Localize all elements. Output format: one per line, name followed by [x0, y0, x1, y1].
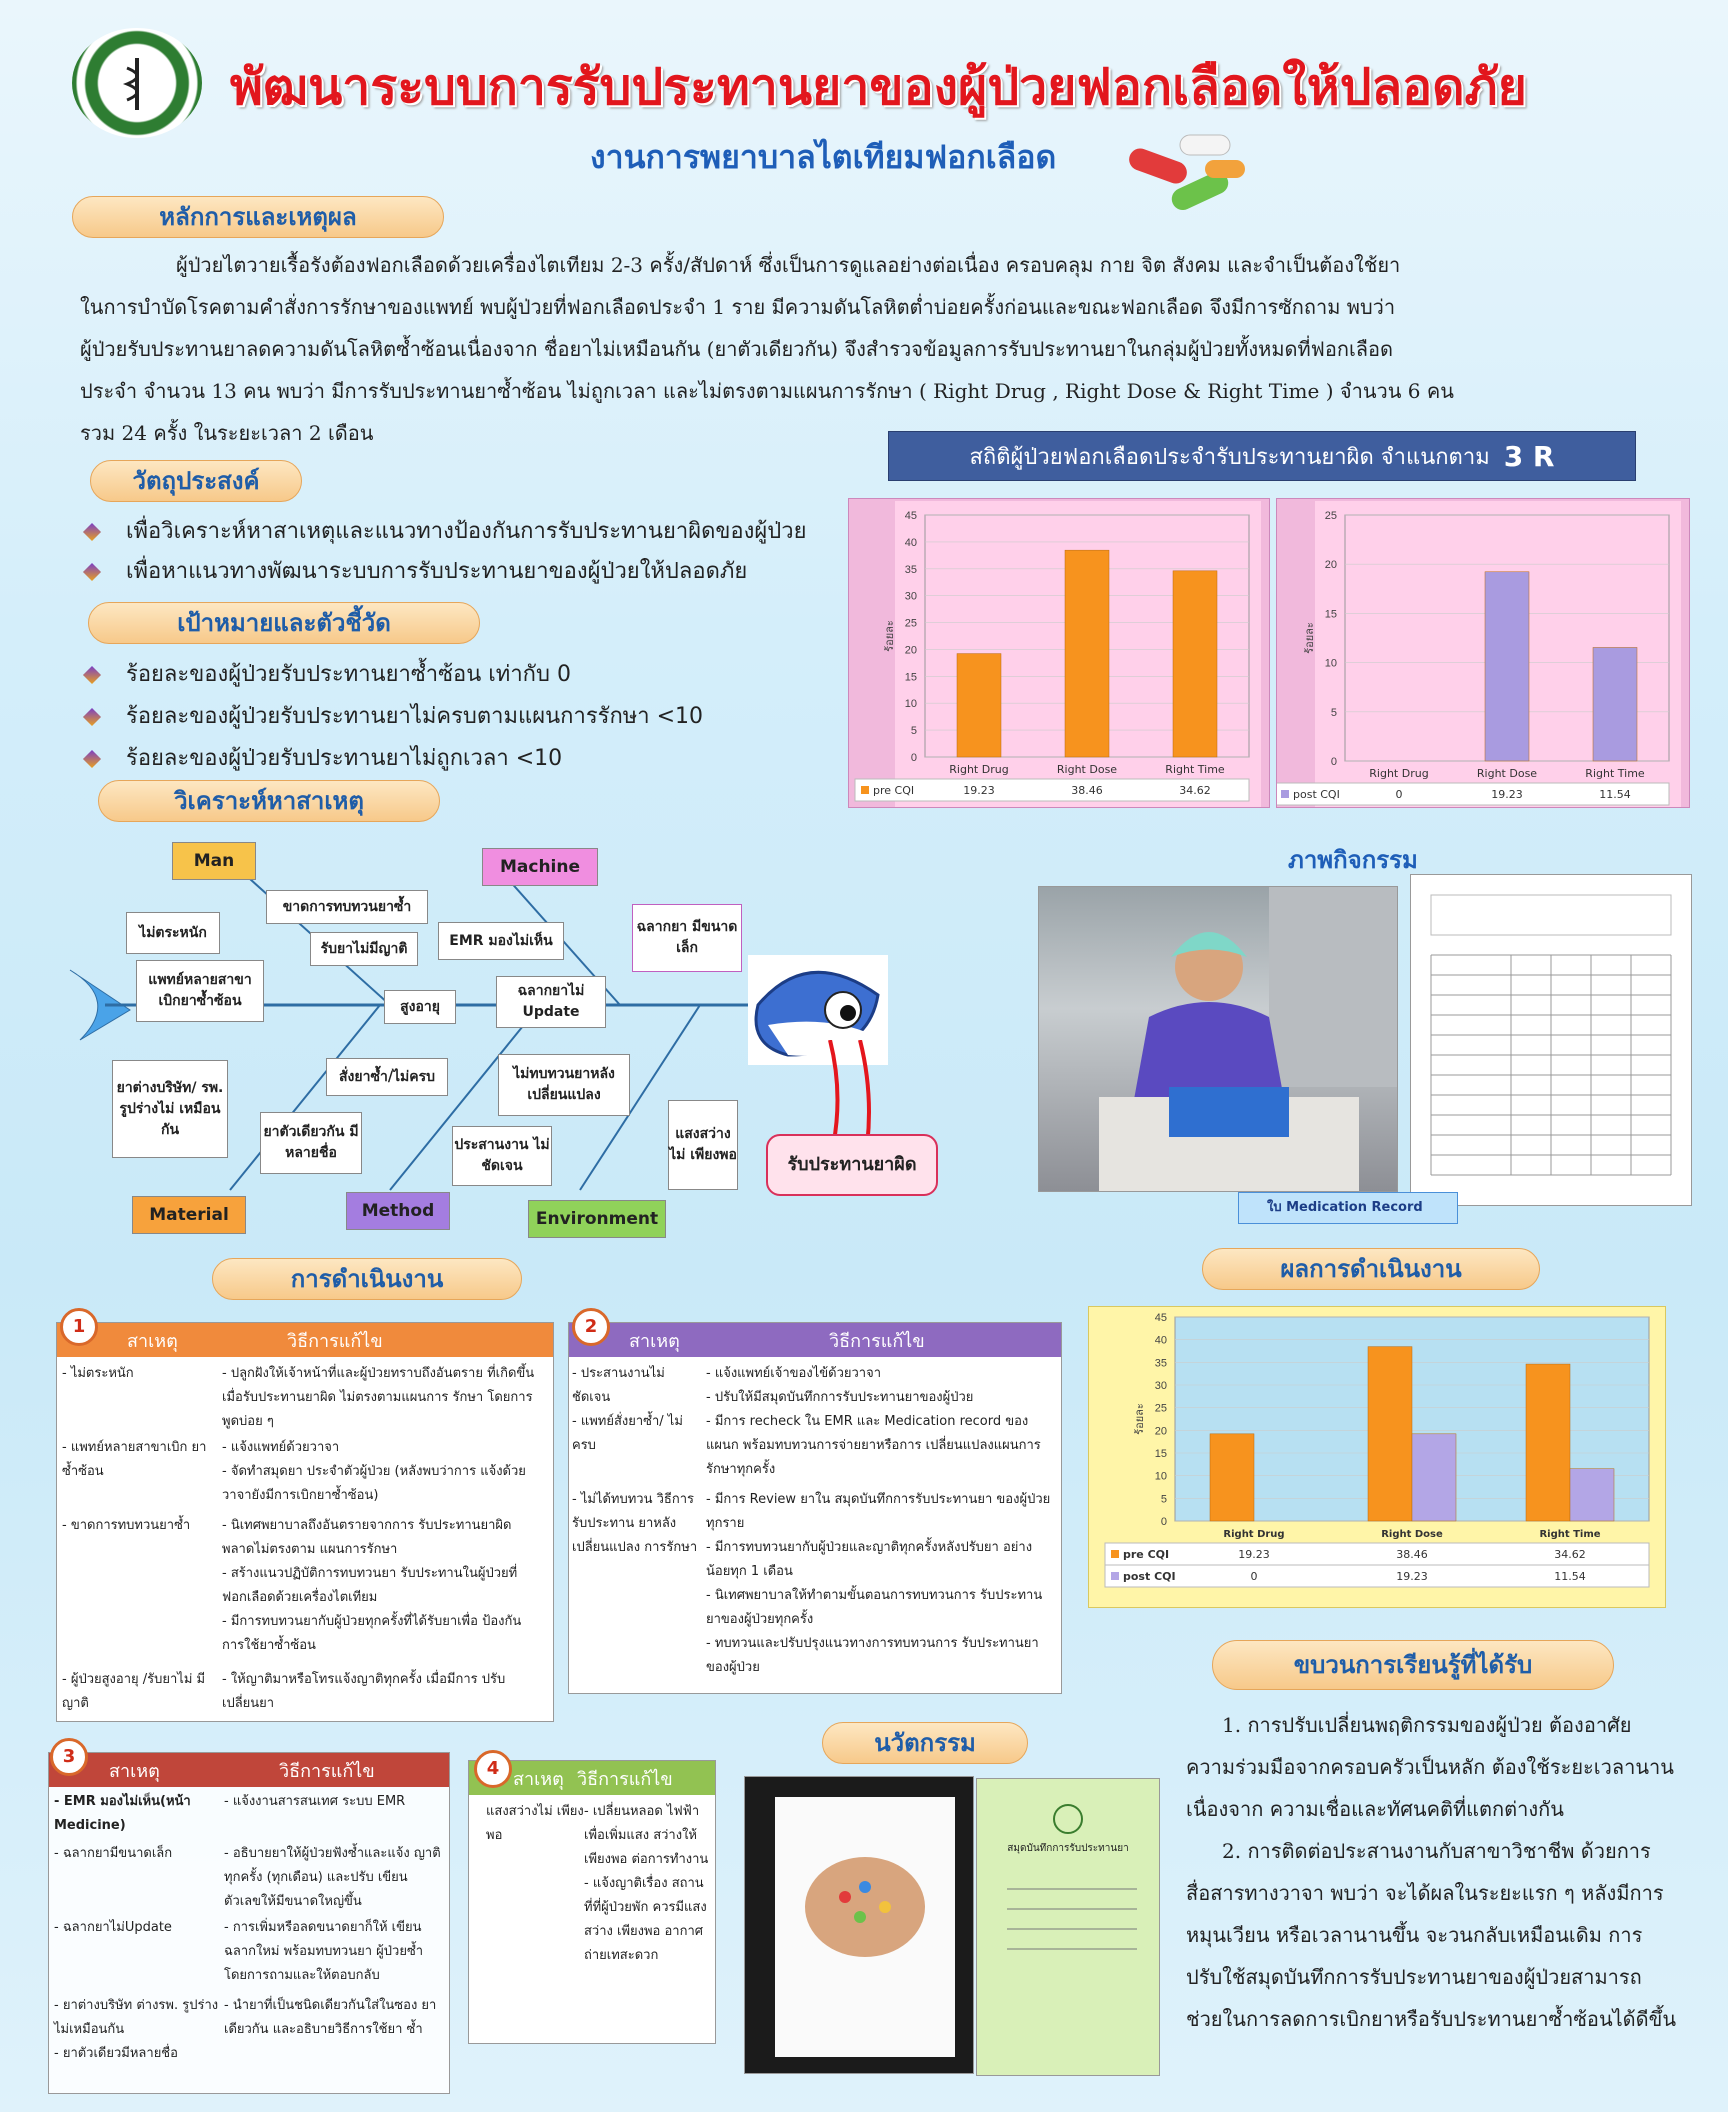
- table-row: - ไม่ได้ทบทวน วิธีการรับประทาน ยาหลังเปลี่ยนแปลง การรักษา - มีการ Review ยาใน สมุดบันทึกการรับประทานยา ของผู้ป่วยทุกราย - มีการทบทวนยากับผู้ป่วยและญาติทุกครั้งหลังปรับยา อย่างน้อยทุก 1 เดือน - นิเทศพยาบาลให้ทำตามขั้นตอนการทบทวนการ รับประทานยาของผู้ป่วยทุกครั้ง - ทบทวนและปรับปรุงแนวทางการทบทวนการ รับประทานยาของผู้ป่วย: [572, 1492, 1051, 1675]
- table-3-number: 3: [50, 1738, 88, 1776]
- lesson-line: 2. การติดต่อประสานงานกับสาขาวิชาชีพ ด้วยการ: [1222, 1839, 1651, 1863]
- cause-box: ยาตัวเดียวกัน มีหลายชื่อ: [260, 1112, 362, 1174]
- bar: [1412, 1434, 1456, 1521]
- legend-label: post CQI: [1123, 1570, 1176, 1583]
- y-tick-label: 25: [1324, 510, 1337, 522]
- cause-box: ไม่ตระหนัก: [126, 912, 220, 954]
- legend-label: post CQI: [1293, 788, 1340, 801]
- poster-title: พัฒนาระบบการรับประทานยาของผู้ป่วยฟอกเลือดให้ปลอดภัย: [230, 57, 1527, 116]
- y-tick-label: 45: [904, 510, 917, 522]
- x-tick-label: Right Time: [1165, 763, 1225, 776]
- chart-post-cqi: [1276, 498, 1690, 808]
- y-tick-label: 15: [1324, 608, 1337, 621]
- table-row: - ขาดการทบทวนยาซ้ำ - นิเทศพยาบาลถึงอันตรายจากการ รับประทานยาผิดพลาดไม่ตรงตาม แผนการรักษา - สร้างแนวปฏิบัติการทบทวนยา รับประทานในผู้ป่วยที่ฟอกเลือดด้วยเครื่องไตเทียม - มีการทบทวนยากับผู้ป่วยทุกครั้งที่ได้รับยาเพื่อ ป้องกันการใช้ยาซ้ำซ้อน: [62, 1518, 522, 1653]
- table-row: - ประสานงานไม่ ชัดเจน - แพทย์สั่งยาซ้ำ/ ไม่ครบ - แจ้งแพทย์เจ้าของไข้ด้วยวาจา - ปรับให้มีสมุดบันทึกการรับประทานยาของผู้ป่วย - มีการ recheck ใน EMR และ Medication record ของแผนก พร้อมทบทวนการจ่ายยาหรือการ เปลี่ยนแปลงแผนการรักษาทุกครั้ง: [572, 1366, 1041, 1477]
- section-lessons: ขบวนการเรียนรู้ที่ได้รับ: [1212, 1640, 1614, 1690]
- table-row: - แพทย์หลายสาขาเบิก ยาซ้ำซ้อน - แจ้งแพทย์ด้วยวาจา - จัดทำสมุดยา ประจำตัวผู้ป่วย (หลังพบว่าการ แจ้งด้วยวาจายังมีการเบิกยาซ้ำซ้อน): [62, 1440, 526, 1503]
- chart-pre-svg: [849, 499, 1269, 807]
- cause-box: สูงอายุ: [384, 990, 456, 1024]
- x-tick-label: Right Drug: [949, 763, 1009, 776]
- cause-box: รับยาไม่มีญาติ: [310, 932, 418, 966]
- x-tick-label: Right Drug: [1369, 767, 1429, 780]
- fishbone-head: รับประทานยาผิด: [766, 1134, 938, 1196]
- x-tick-label: Right Drug: [1223, 1529, 1285, 1540]
- lesson-line: ช่วยในการลดการเบิกยาหรือรับประทานยาซ้ำซ้อนได้ดีขึ้น: [1186, 2007, 1676, 2031]
- cause-box: ประสานงาน ไม่ชัดเจน: [452, 1126, 552, 1186]
- activity-photo-record: [1410, 874, 1692, 1206]
- y-tick-label: 0: [910, 752, 917, 764]
- innovation-book-title: สมุดบันทึกการรับประทานยา: [1007, 1843, 1129, 1854]
- table-4-header: สาเหตุ วิธีการแก้ไข: [469, 1761, 715, 1795]
- bullet-icon: [83, 563, 101, 581]
- y-tick-label: 0: [1330, 756, 1337, 768]
- goal-item: ร้อยละของผู้ป่วยรับประทานยาไม่ครบตามแผนการรักษา <10: [84, 698, 703, 733]
- y-tick-label: 20: [904, 644, 917, 657]
- section-analysis: วิเคราะห์หาสาเหตุ: [98, 780, 440, 822]
- bar: [1526, 1364, 1570, 1521]
- stats-title-3r: 3 R: [1503, 439, 1555, 473]
- objective-item: เพื่อหาแนวทางพัฒนาระบบการรับประทานยาของผู้ป่วยให้ปลอดภัย: [84, 553, 747, 588]
- table-1-number: 1: [60, 1308, 98, 1346]
- y-tick-label: 30: [1154, 1380, 1167, 1392]
- lesson-line: สื่อสารทางวาจา พบว่า จะได้ผลในระยะแรก ๆ หลังมีการ: [1186, 1881, 1664, 1905]
- y-tick-label: 30: [904, 590, 917, 603]
- legend-swatch: [1281, 790, 1289, 798]
- section-operation: การดำเนินงาน: [212, 1258, 522, 1300]
- x-tick-label: Right Time: [1539, 1529, 1601, 1540]
- data-table-value: 11.54: [1554, 1570, 1586, 1583]
- cause-box: สั่งยาซ้ำ/ไม่ครบ: [326, 1058, 448, 1096]
- bullet-icon: [83, 708, 101, 726]
- chart-pre-cqi: [848, 498, 1270, 808]
- activity-photo-nurse: [1038, 886, 1398, 1192]
- section-goal: เป้าหมายและตัวชี้วัด: [88, 602, 480, 644]
- cause-box: ขาดการทบทวนยาซ้ำ: [266, 890, 428, 924]
- fishbone-material: Material: [132, 1196, 246, 1234]
- lessons-text: [1186, 1704, 1726, 2040]
- rationale-line: ในการบำบัดโรคตามคำสั่งการรักษาของแพทย์ พบผู้ป่วยที่ฟอกเลือดประจำ 1 ราย มีความดันโลหิตต่ำบ่อยครั้งก่อนและขณะฟอกเลือด จึงมีการซักถาม พบว่า: [80, 295, 1396, 319]
- cause-box: EMR มองไม่เห็น: [438, 922, 564, 960]
- legend-label: pre CQI: [1123, 1548, 1170, 1561]
- cause-box: ฉลากยาไม่ Update: [496, 976, 606, 1028]
- y-tick-label: 40: [1154, 1334, 1167, 1347]
- x-tick-label: Right Dose: [1381, 1529, 1443, 1540]
- table-row: - ผู้ป่วยสูงอายุ /รับยาไม่ มีญาติ - ให้ญาติมาหรือโทรแจ้งญาติทุกครั้ง เมื่อมีการ ปรับเปลี่ยนยา: [62, 1672, 506, 1711]
- y-tick-label: 10: [1324, 657, 1337, 670]
- y-tick-label: 15: [904, 671, 917, 684]
- bar: [1210, 1434, 1254, 1521]
- lesson-line: เนื่องจาก ความเชื่อและทัศนคติที่แตกต่างกัน: [1186, 1797, 1564, 1821]
- bar: [1368, 1347, 1412, 1521]
- y-axis-label: ร้อยละ: [1133, 1403, 1146, 1435]
- bar: [957, 654, 1001, 757]
- rationale-line: ผู้ป่วยไตวายเรื้อรังต้องฟอกเลือดด้วยเครื่องไตเทียม 2-3 ครั้ง/สัปดาห์ ซึ่งเป็นการดูแลอย่างต่อเนื่อง ครอบคลุม กาย จิต สังคม และจำเป็นต้องใช้ยา: [176, 253, 1401, 277]
- bullet-icon: [83, 666, 101, 684]
- y-tick-label: 10: [904, 698, 917, 711]
- bullet-icon: [83, 523, 101, 541]
- section-result: ผลการดำเนินงาน: [1202, 1248, 1540, 1290]
- y-tick-label: 0: [1160, 1516, 1167, 1528]
- goal-item: ร้อยละของผู้ป่วยรับประทานยาไม่ถูกเวลา <10: [84, 740, 562, 775]
- innovation-photo-notebook: [976, 1778, 1160, 2076]
- cause-box: แสงสว่าง ไม่ เพียงพอ: [668, 1100, 738, 1190]
- data-table-value: 19.23: [1396, 1570, 1428, 1583]
- y-tick-label: 40: [904, 536, 917, 549]
- table-row: - ฉลากยามีขนาดเล็ก - อธิบายยาให้ผู้ป่วยฟังซ้ำและแจ้ง ญาติทุกครั้ง (ทุกเดือน) และปรับ เขียนตัวเลขให้มีขนาดใหญ่ขึ้น: [54, 1846, 441, 1909]
- y-tick-label: 25: [1154, 1402, 1167, 1415]
- fishbone-method: Method: [346, 1192, 450, 1230]
- data-table-value: 19.23: [963, 784, 995, 797]
- fishbone-machine: Machine: [482, 848, 598, 886]
- rationale-line: ผู้ป่วยรับประทานยาลดความดันโลหิตซ้ำซ้อนเนื่องจาก ชื่อยาไม่เหมือนกัน (ยาตัวเดียวกัน) จึงสำรวจข้อมูลการรับประทานยาในกลุ่มผู้ป่วยทั้งหมดที่ฟอกเลือด: [80, 337, 1394, 361]
- y-tick-label: 10: [1154, 1470, 1167, 1483]
- data-table-value: 11.54: [1599, 788, 1631, 801]
- y-tick-label: 5: [910, 725, 917, 738]
- legend-swatch: [861, 786, 869, 794]
- hospital-logo: [72, 28, 202, 138]
- y-tick-label: 35: [1154, 1357, 1167, 1370]
- rationale-line: ประจำ จำนวน 13 คน พบว่า มีการรับประทานยาซ้ำซ้อน ไม่ถูกเวลา และไม่ตรงตามแผนการรักษา ( Right Drug , Right Dose & Right Time ) จำนวน 6 คน: [80, 379, 1454, 403]
- data-table-value: 38.46: [1071, 784, 1103, 797]
- bar: [1570, 1469, 1614, 1521]
- lesson-line: หมุนเวียน หรือเวลานานขึ้น จะวนกลับเหมือนเดิม การ: [1186, 1923, 1643, 1947]
- lesson-line: ความร่วมมือจากครอบครัวเป็นหลัก ต้องใช้ระยะเวลานาน: [1186, 1755, 1674, 1779]
- stats-title: สถิติผู้ป่วยฟอกเลือดประจำรับประทานยาผิด จำแนกตาม 3 R: [888, 431, 1636, 481]
- chart-post-svg: [1277, 499, 1689, 807]
- pills-icon: [1120, 125, 1250, 215]
- y-tick-label: 15: [1154, 1448, 1167, 1460]
- cause-box: ไม่ทบทวนยาหลัง เปลี่ยนแปลง: [498, 1054, 630, 1116]
- legend-swatch: [1111, 1572, 1119, 1580]
- bar: [1173, 571, 1217, 757]
- fishbone-man: Man: [172, 842, 256, 880]
- table-3-header: สาเหตุ วิธีการแก้ไข: [49, 1753, 449, 1787]
- lesson-line: 1. การปรับเปลี่ยนพฤติกรรมของผู้ป่วย ต้องอาศัย: [1222, 1713, 1632, 1737]
- y-tick-label: 45: [1154, 1312, 1167, 1324]
- y-tick-label: 20: [1324, 559, 1337, 572]
- table-row: - EMR มองไม่เห็น(หน้า Medicine) - แจ้งงานสารสนเทศ ระบบ EMR: [54, 1794, 406, 1833]
- section-rationale: หลักการและเหตุผล: [72, 196, 444, 238]
- poster-subtitle: งานการพยาบาลไตเทียมฟอกเลือด: [590, 138, 1057, 176]
- y-tick-label: 20: [1154, 1425, 1167, 1438]
- data-table-value: 0: [1395, 788, 1403, 801]
- table-2-number: 2: [572, 1308, 610, 1346]
- y-axis-label: ร้อยละ: [1303, 622, 1316, 654]
- data-table-value: 19.23: [1491, 788, 1523, 801]
- data-table-value: 0: [1250, 1570, 1258, 1583]
- table-row: - ไม่ตระหนัก - ปลูกฝังให้เจ้าหน้าที่และผู้ป่วยทราบถึงอันตราย ที่เกิดขึ้นเมื่อรับประทานยาผิด ไม่ตรงตามแผนการ รักษา โดยการพูดบ่อย ๆ: [62, 1366, 535, 1429]
- bar: [1593, 647, 1637, 761]
- fishbone-environment: Environment: [528, 1200, 666, 1238]
- section-innovation: นวัตกรรม: [822, 1722, 1028, 1764]
- table-row: แสงสว่างไม่ เพียงพอ - เปลี่ยนหลอด ไฟฟ้า เพื่อเพิ่มแสง สว่างให้เพียงพอ ต่อการทำงาน - แจ้งญาติเรื่อง สถานที่ที่ผู้ป่วยพัก ควรมีแสงสว่าง เพียงพอ อากาศ ถ่ายเทสะดวก: [486, 1804, 709, 1963]
- data-table-value: 34.62: [1554, 1548, 1586, 1561]
- y-tick-label: 35: [904, 563, 917, 576]
- goal-item: ร้อยละของผู้ป่วยรับประทานยาซ้ำซ้อน เท่ากับ 0: [84, 656, 571, 691]
- cause-box: ยาต่างบริษัท/ รพ. รูปร่างไม่ เหมือนกัน: [112, 1060, 228, 1158]
- y-tick-label: 5: [1160, 1493, 1167, 1506]
- y-axis-label: ร้อยละ: [883, 620, 896, 652]
- legend-swatch: [1111, 1550, 1119, 1558]
- data-table-value: 19.23: [1238, 1548, 1270, 1561]
- table-row: - ยาต่างบริษัท ต่างรพ. รูปร่างไม่เหมือนกัน - ยาตัวเดียวมีหลายชื่อ - นำยาที่เป็นชนิดเดียวกันใส่ในซอง ยาเดียวกัน และอธิบายวิธีการใช้ยา ซ้ำ: [54, 1998, 437, 2061]
- x-tick-label: Right Dose: [1476, 767, 1538, 780]
- rationale-text: [80, 244, 1650, 454]
- rationale-line: รวม 24 ครั้ง ในระยะเวลา 2 เดือน: [80, 421, 374, 445]
- x-tick-label: Right Time: [1585, 767, 1645, 780]
- table-1-header: สาเหตุ วิธีการแก้ไข: [57, 1323, 553, 1357]
- chart-result: [1088, 1306, 1666, 1608]
- table-row: - ฉลากยาไม่Update - การเพิ่มหรือลดขนาดยาก็ให้ เขียนฉลากใหม่ พร้อมทบทวนยา ผู้ป่วยซ้ำโดยการถามและให้ตอบกลับ: [54, 1920, 424, 1983]
- data-table-value: 34.62: [1179, 784, 1211, 797]
- data-table-value: 38.46: [1396, 1548, 1428, 1561]
- bar: [1485, 572, 1529, 761]
- objective-item: เพื่อวิเคราะห์หาสาเหตุและแนวทางป้องกันการรับประทานยาผิดของผู้ป่วย: [84, 513, 806, 548]
- bullet-icon: [83, 750, 101, 768]
- innovation-photo-book: [744, 1776, 974, 2074]
- chart-result-svg: [1089, 1307, 1665, 1607]
- y-tick-label: 5: [1330, 706, 1337, 719]
- medication-record-label: ใบ Medication Record: [1238, 1192, 1458, 1224]
- table-2-header: สาเหตุ วิธีการแก้ไข: [569, 1323, 1061, 1357]
- bar: [1065, 550, 1109, 757]
- cause-box: ฉลากยา มีขนาดเล็ก: [632, 904, 742, 972]
- section-objective: วัตถุประสงค์: [90, 460, 302, 502]
- y-tick-label: 25: [904, 617, 917, 630]
- table-4-number: 4: [474, 1750, 512, 1788]
- cause-box: แพทย์หลายสาขา เบิกยาซ้ำซ้อน: [136, 960, 264, 1022]
- lesson-line: ปรับใช้สมุดบันทึกการรับประทานยาของผู้ป่วยสามารถ: [1186, 1965, 1642, 1989]
- section-activity: ภาพกิจกรรม: [1288, 846, 1418, 874]
- legend-label: pre CQI: [873, 784, 915, 797]
- x-tick-label: Right Dose: [1056, 763, 1118, 776]
